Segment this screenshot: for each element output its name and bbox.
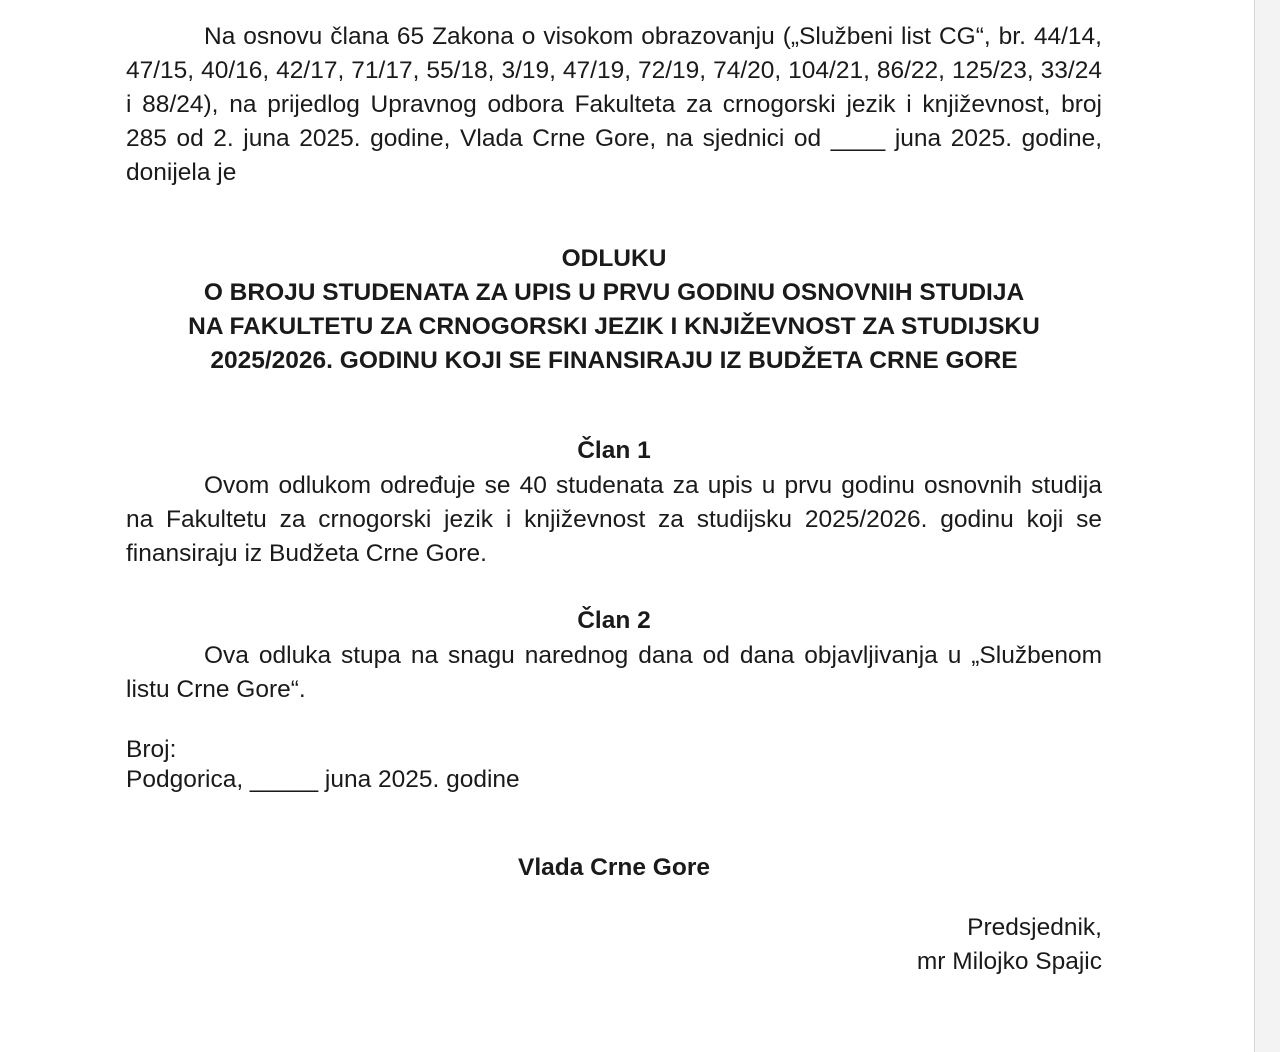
reference-number: Broj:: [126, 736, 177, 763]
decision-title: [126, 242, 1102, 378]
signatory-name: mr Milojko Spajic: [916, 948, 1102, 975]
intro-paragraph: Na osnovu člana 65 Zakona o visokom obrazovanju („Službeni list CG“, br. 44/14, 47/15, 40/16, 42/17, 71/17, 55/18, 3/19, 47/19, 72/19, 74/20, 104/21, 86/22, 125/23, 33/24 i 88/24), na prijedlog Upravnog odbora Fakulteta za crnogorski jezik i književnost, broj 285 od 2. juna 2025. godine, Vlada Crne Gore, na sjednici od ____ juna 2025. godine, donijela je: [126, 23, 1102, 186]
title-line-4: 2025/2026. GODINU KOJI SE FINANSIRAJU IZ BUDŽETA CRNE GORE: [210, 347, 1018, 374]
article-2-heading: Član 2: [577, 607, 651, 634]
issuing-body: Vlada Crne Gore: [518, 854, 710, 881]
signature-block: [126, 911, 1102, 979]
title-line-1: ODLUKU: [561, 245, 667, 272]
place-and-date: Podgorica, _____ juna 2025. godine: [126, 766, 520, 793]
article-1-body: Ovom odlukom određuje se 40 studenata za upis u prvu godinu osnovnih studija na Fakultetu za crnogorski jezik i književnost za studijsku 2025/2026. godinu koji se finansiraju iz Budžeta Crne Gore.: [126, 472, 1102, 567]
title-line-3: NA FAKULTETU ZA CRNOGORSKI JEZIK I KNJIŽEVNOST ZA STUDIJSKU: [188, 313, 1040, 340]
viewer-background: [1255, 0, 1280, 1052]
title-line-2: O BROJU STUDENATA ZA UPIS U PRVU GODINU OSNOVNIH STUDIJA: [203, 279, 1025, 306]
signatory-role: Predsjednik,: [967, 914, 1102, 941]
article-1-heading: Član 1: [577, 437, 651, 464]
article-2-body: Ova odluka stupa na snagu narednog dana od dana objavljivanja u „Službenom listu Crne Gore“.: [126, 642, 1102, 703]
